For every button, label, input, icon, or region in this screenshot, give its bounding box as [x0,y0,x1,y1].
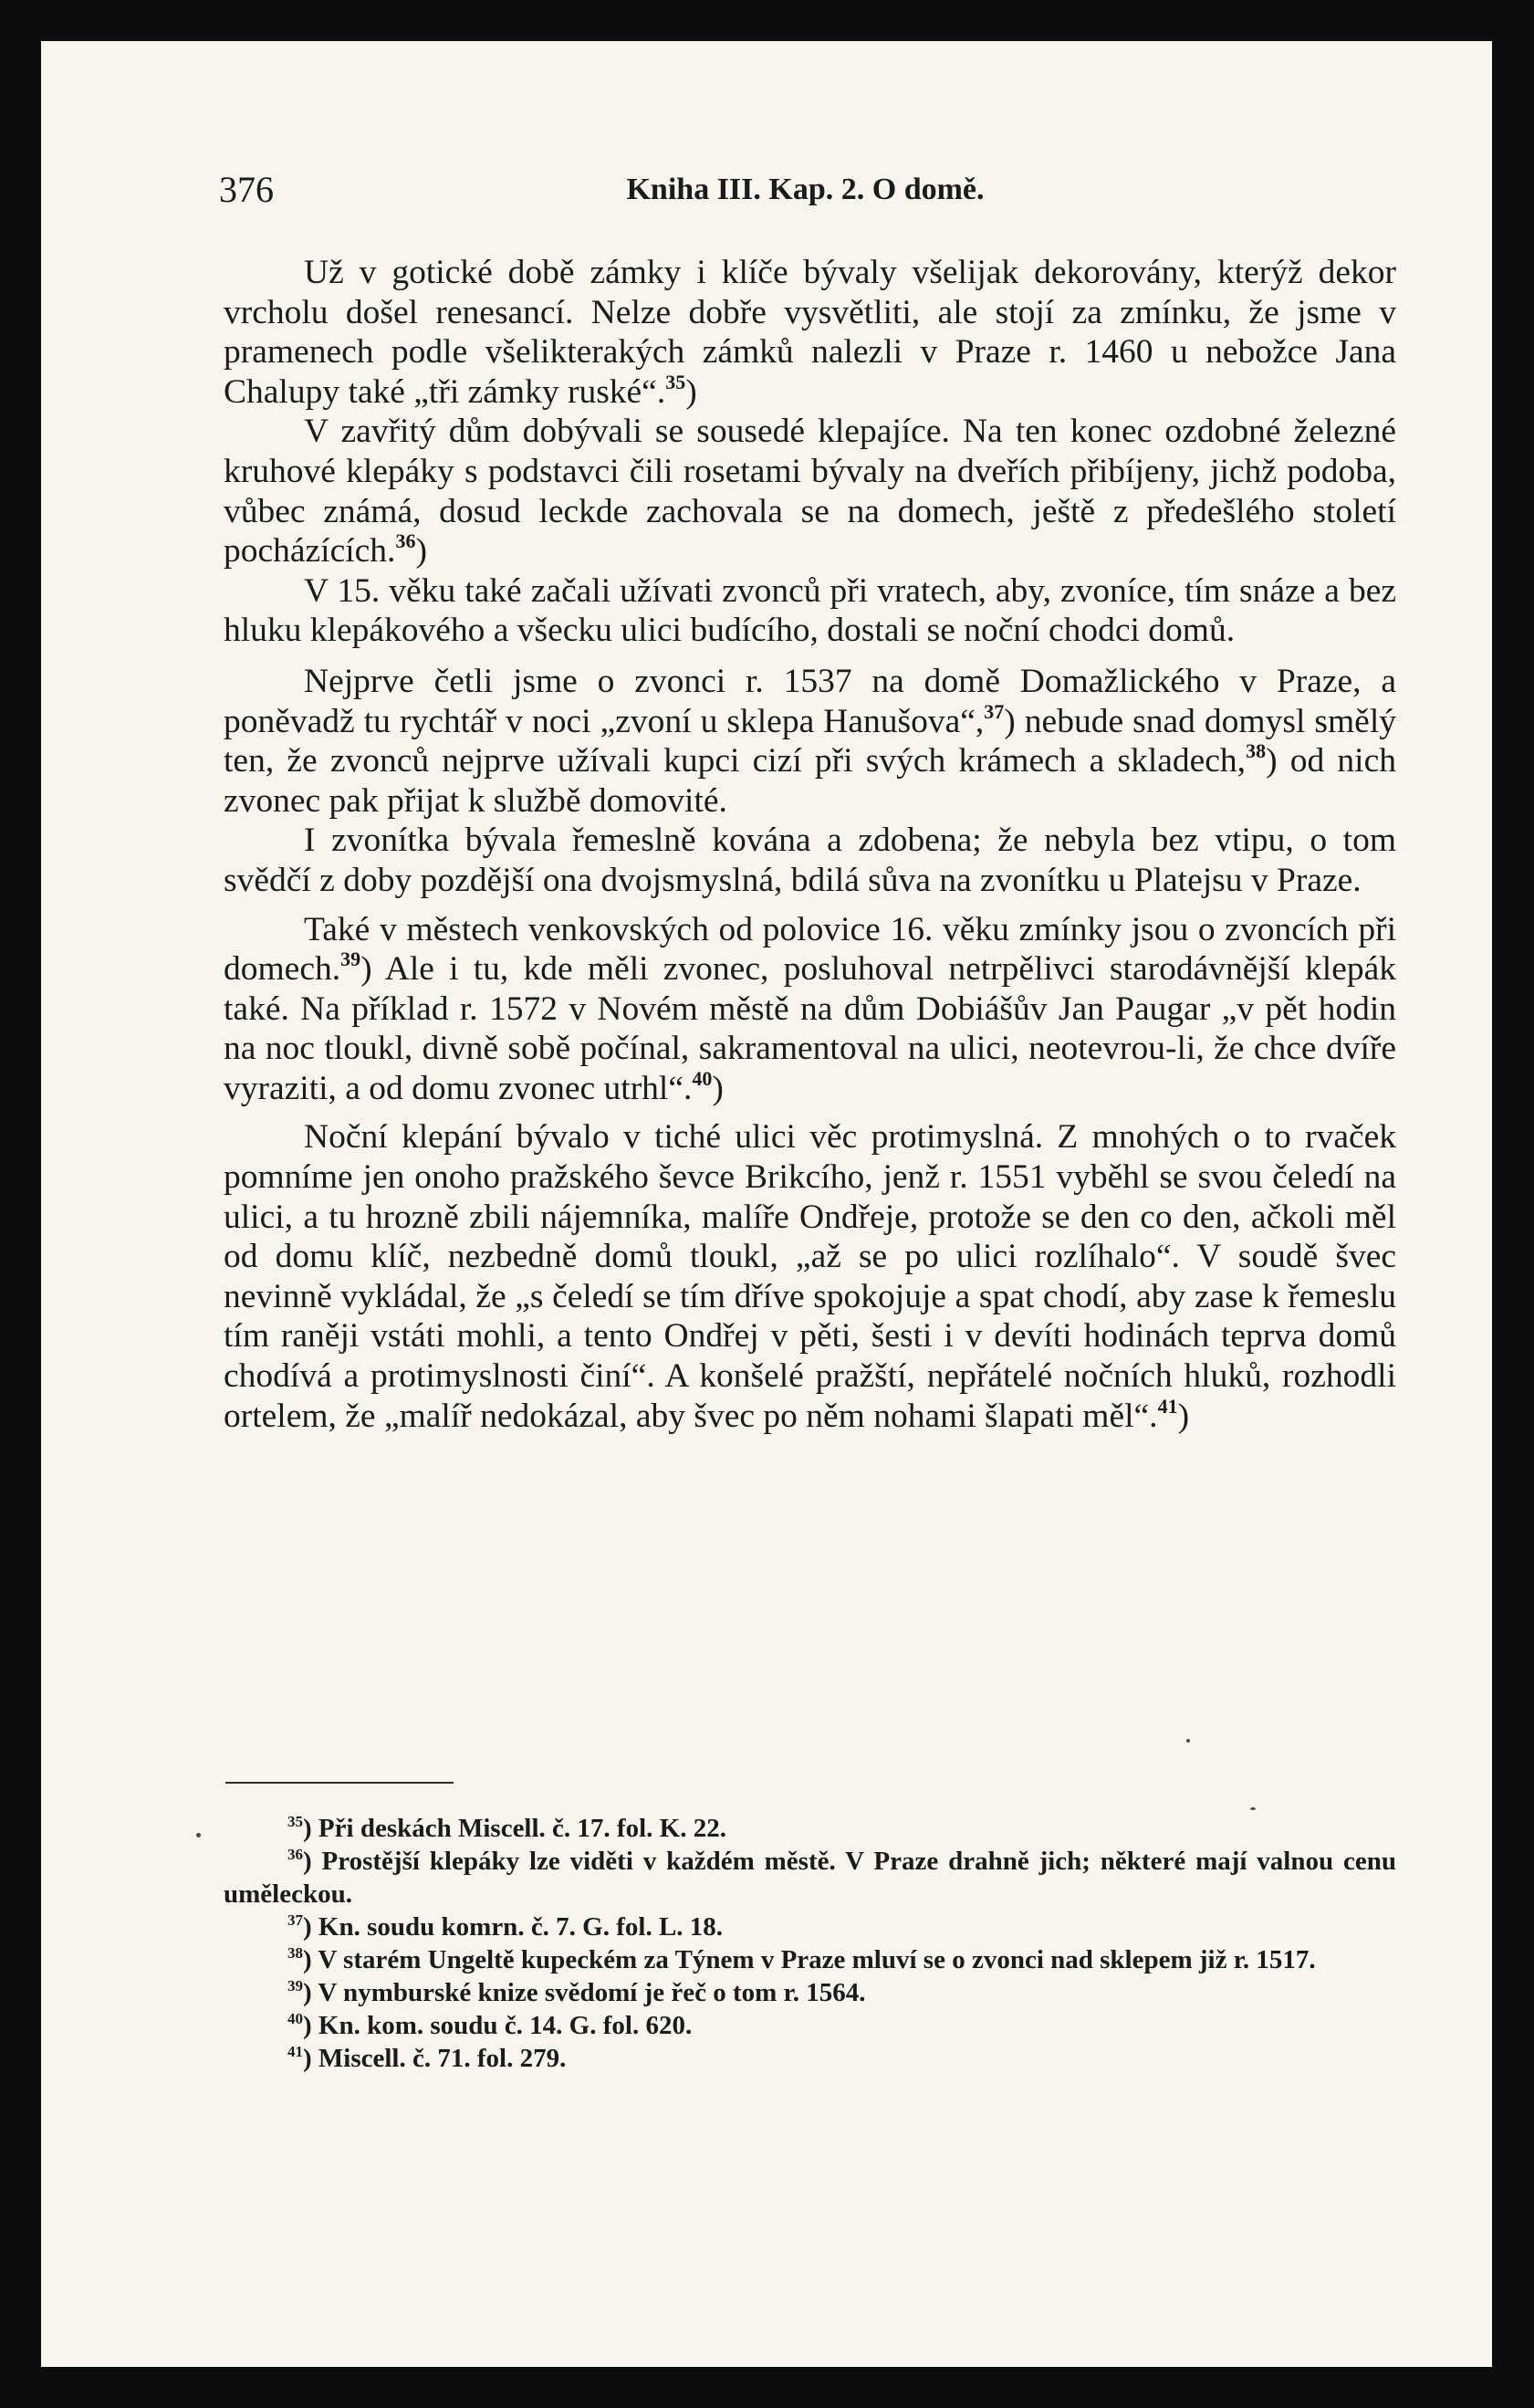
footnote-text: Kn. kom. soudu č. 14. G. fol. 620. [318,2011,693,2040]
paragraph-2: V zavřitý dům dobývali se sousedé klepajíce. Na ten konec ozdobné železné kruhové klepáky s podstavci čili rosetami bývaly na dveřích přibíjeny, jichž podoba, vůbec známá, dosud leckde zachovala se na domech, ještě z předešlého století pocházících.$^{36}$) [224,413,1396,571]
main-text [224,253,1396,1436]
footnote-number: 39 [287,1977,303,1994]
footnote-text: Při deskách Miscell. č. 17. fol. K. 22. [318,1814,726,1843]
footnote-item: $^{36}$) Prostější klepáky lze viděti v každém městě. V Praze drahně jich; některé mají valnou cenu uměleckou. [224,1846,1396,1909]
footnote-ref: 41 [1157,1394,1178,1418]
footnote-ref: 35 [665,370,686,393]
paragraph-7: Noční klepání bývalo v tiché ulici věc protimyslná. Z mnohých o to rvaček pomníme jen onoho pražského ševce Brikcího, jenž r. 1551 vyběhl se svou čeledí na ulici, a tu hrozně zbili nájemníka, malíře Ondřeje, protože se den co den, ačkoli měl od domu klíč, nezbedně domů tloukl, „až se po ulici rozlíhalo“. V soudě švec nevinně vykládal, že „s čeledí se tím dříve spokojuje a spat chodí, aby zase k řemeslu tím raněji vstáti mohli, a tento Ondřej v pěti, šesti i v devíti hodinách teprva domů chodívá a protimyslnosti činí“. A konšelé pražští, nepřátelé nočních hluků, rozhodli ortelem, že „malíř nedokázal, aby švec po něm nohami šlapati měl“.$^{41}$) [224,1118,1396,1435]
book-page [41,41,1492,2367]
footnote-item: $^{38}$) V starém Ungeltě kupeckém za Týnem v Praze mluví se o zvonci nad sklepem již r. 1517. [287,1944,1316,1974]
footnote-ref: 36 [395,529,416,553]
footnote-ref: 37 [984,699,1005,723]
footnote-text: V starém Ungeltě kupeckém za Týnem v Praze mluví se o zvonci nad sklepem již r. 1517. [318,1945,1316,1974]
scan-speck [1250,1807,1256,1810]
paragraph-text: I zvonítka bývala řemeslně kována a zdobena; že nebyla bez vtipu, o tom svědčí z doby pozdější ona dvojsmyslná, bdilá sůva na zvonítku u Platejsu v Praze. [224,822,1396,899]
paragraph-5 [224,821,1396,900]
footnote-ref: 39 [340,947,361,971]
footnote-number: 36 [287,1846,303,1863]
running-head: Kniha III. Kap. 2. O domě. [626,173,985,206]
footnote-item: $^{39}$) V nymburské knize svědomí je řeč o tom r. 1564. [287,1977,866,2007]
paragraph-3 [224,571,1396,651]
paragraph-text: V zavřitý dům dobývali se sousedé klepajíce. Na ten konec ozdobné železné kruhové klepáky s podstavci čili rosetami bývaly na dveřích přibíjeny, jichž podoba, vůbec známá, dosud leckde zachovala se na domech, ještě z předešlého století pocházících. [224,413,1396,571]
footnote-ref: 38 [1246,739,1267,763]
footnote-number: 37 [287,1911,303,1929]
footnote-number: 41 [287,2043,303,2060]
scan-speck [1186,1739,1190,1743]
page-number: 376 [219,169,274,210]
paragraph-6: Také v městech venkovských od polovice 16. věku zmínky jsou o zvoncích při domech.$^{39}$) Ale i tu, kde měli zvonec, posluhoval netrpělivci starodávnější klepák také. Na příklad r. 1572 v Novém městě na dům Dobiášův Jan Paugar „v pět hodin na noc tloukl, divně sobě počínal, sakramentoval na ulici, neotevrou-li, že chce dvíře vyraziti, a od domu zvonec utrhl“.$^{40}$) [224,910,1396,1107]
footnote-item: $^{35}$) Při deskách Miscell. č. 17. fol. K. 22. [287,1813,726,1843]
footnote-text: Prostější klepáky lze viděti v každém městě. V Praze drahně jich; některé mají valnou cenu uměleckou. [224,1847,1396,1909]
footnote-separator [225,1782,454,1784]
footnote-ref: 40 [692,1066,713,1090]
paragraph-text: Nejprve četli jsme o zvonci r. 1537 na domě Domažlického v Praze, a poněvadž tu rychtář v noci „zvoní u sklepa Hanušova“, [224,662,1396,740]
paragraph-4: Nejprve četli jsme o zvonci r. 1537 na domě Domažlického v Praze, a poněvadž tu rychtář v noci „zvoní u sklepa Hanušova“,$^{37}$) nebude snad domysl smělý ten, že zvonců nejprve užívali kupci cizí při svých krámech a skladech,$^{38}$) od nich zvonec pak přijat k službě domovité. [224,662,1396,820]
paragraph-text: Už v gotické době zámky i klíče bývaly všelijak dekorovány, kterýž dekor vrcholu došel renesancí. Nelze dobře vysvětliti, ale stojí za zmínku, že jsme v pramenech podle všelikterakých zámků nalezli v Praze r. 1460 u nebožce Jana Chalupy také „tři zámky ruské“. [224,254,1396,411]
page-header [219,158,1392,222]
paragraph-text: Také v městech venkovských od polovice 16. věku zmínky jsou o zvoncích při domech. [224,910,1396,989]
paragraph-1: Už v gotické době zámky i klíče bývaly všelijak dekorovány, kterýž dekor vrcholu došel renesancí. Nelze dobře vysvětliti, ale stojí za zmínku, že jsme v pramenech podle všelikterakých zámků nalezli v Praze r. 1460 u nebožce Jana Chalupy také „tři zámky ruské“.$^{35}$) [224,254,1396,411]
footnote-item: $^{40}$) Kn. kom. soudu č. 14. G. fol. 620. [287,2010,693,2040]
footnotes [224,1812,1396,2075]
footnote-number: 38 [287,1944,303,1962]
footnote-item: $^{37}$) Kn. soudu komrn. č. 7. G. fol. L. 18. [287,1911,724,1942]
footnote-number: 40 [287,2010,303,2027]
footnote-text: Kn. soudu komrn. č. 7. G. fol. L. 18. [318,1912,724,1942]
footnote-number: 35 [287,1813,303,1830]
paragraph-text-continued: Ale i tu, kde měli zvonec, posluhoval netrpělivci starodávnější klepák také. Na příklad r. 1572 v Novém městě na dům Dobiášův Jan Paugar „v pět hodin na noc tloukl, divně sobě počínal, sakramentoval na ulici, neotevrou-li, že chce dvíře vyraziti, a od domu zvonec utrhl“. [224,950,1396,1107]
scan-speck [196,1833,201,1837]
paragraph-text: V 15. věku také začali užívati zvonců při vratech, aby, zvoníce, tím snáze a bez hluku klepákového a všecku ulici budícího, dostali se noční chodci domů. [224,571,1396,650]
footnote-item: $^{41}$) Miscell. č. 71. fol. 279. [287,2043,567,2073]
footnote-text: Miscell. č. 71. fol. 279. [318,2044,567,2073]
paragraph-text-tail: od nich zvonec pak přijat k službě domovité. [224,742,1396,820]
paragraph-text-continued: nebude snad domysl smělý ten, že zvonců nejprve užívali kupci cizí při svých krámech a skladech, [224,702,1396,780]
footnote-text: V nymburské knize svědomí je řeč o tom r. 1564. [318,1978,866,2007]
paragraph-text: Noční klepání bývalo v tiché ulici věc protimyslná. Z mnohých o to rvaček pomníme jen onoho pražského ševce Brikcího, jenž r. 1551 vyběhl se svou čeledí na ulici, a tu hrozně zbili nájemníka, malíře Ondřeje, protože se den co den, ačkoli měl od domu klíč, nezbedně domů tloukl, „až se po ulici rozlíhalo“. V soudě švec nevinně vykládal, že „s čeledí se tím dříve spokojuje a spat chodí, aby zase k řemeslu tím raněji vstáti mohli, a tento Ondřej v pěti, šesti i v devíti hodinách teprva domů chodívá a protimyslnosti činí“. A konšelé pražští, nepřátelé nočních hluků, rozhodli ortelem, že „malíř nedokázal, aby švec po něm nohami šlapati měl“. [224,1118,1396,1435]
